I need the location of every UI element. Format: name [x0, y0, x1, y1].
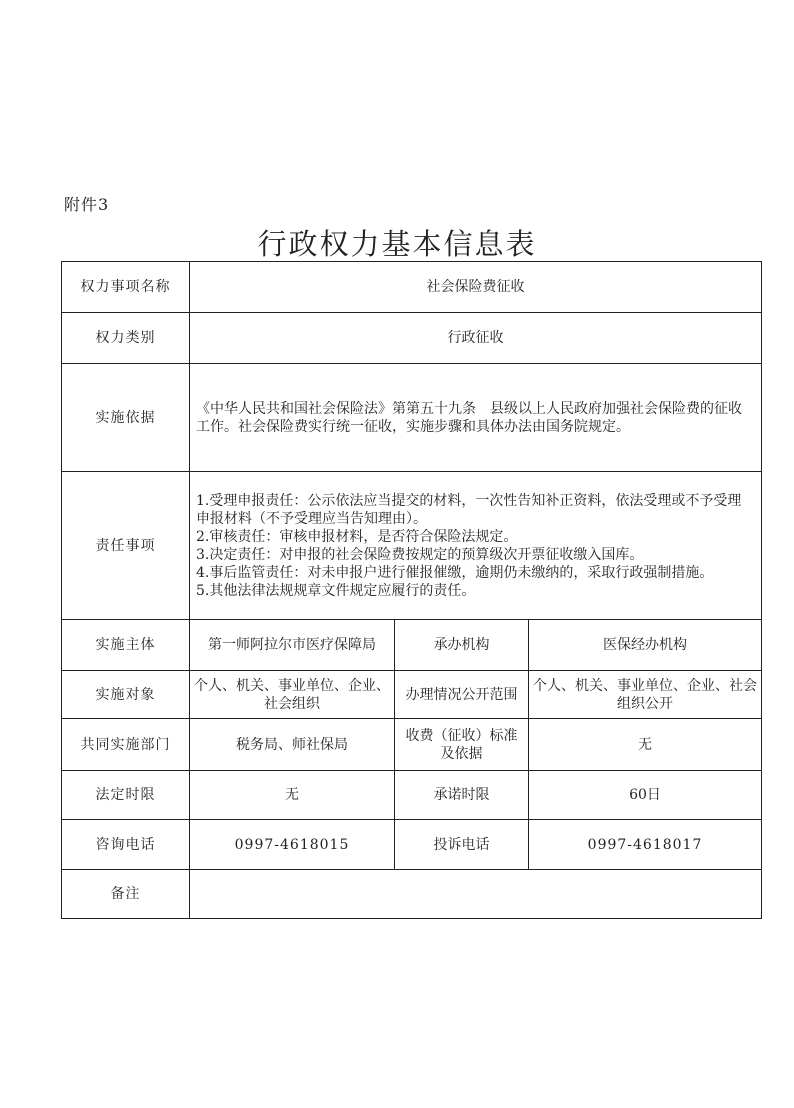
- table-row: [62, 671, 762, 719]
- promise-limit-value: 60日: [529, 771, 762, 820]
- duty-value: 1.受理申报责任：公示依法应当提交的材料，一次性告知补正资料，依法受理或不予受理申报材料（不予受理应当告知理由）。 2.审核责任：审核申报材料，是否符合保险法规定。 3.决定责任：对申报的社会保险费按规定的预算级次开票征收缴入国库。 4.事后监管责任：对未申报户进行催报催缴，逾期仍未缴纳的，采取行政强制措施。 5.其他法律法规规章文件规定应履行的责任。: [190, 472, 762, 620]
- complaint-phone: 0997-4618017: [529, 820, 762, 870]
- agency-label: 承办机构: [395, 620, 529, 671]
- name-label: 权力事项名称: [62, 262, 190, 313]
- target-label: 实施对象: [62, 671, 190, 719]
- table-row: [62, 870, 762, 919]
- promise-limit-label: 承诺时限: [395, 771, 529, 820]
- table-row: [62, 820, 762, 870]
- table-row: [62, 313, 762, 364]
- fee-label: 收费（征收）标准及依据: [395, 719, 529, 771]
- disclosure-label: 办理情况公开范围: [395, 671, 529, 719]
- table-row: [62, 719, 762, 771]
- category-value: 行政征收: [190, 313, 762, 364]
- fee-value: 无: [529, 719, 762, 771]
- table-row: [62, 771, 762, 820]
- remark-value: [190, 870, 762, 919]
- page-title: 行政权力基本信息表: [257, 227, 537, 261]
- consult-label: 咨询电话: [62, 820, 190, 870]
- table-row: [62, 262, 762, 313]
- joint-label: 共同实施部门: [62, 719, 190, 771]
- subject-label: 实施主体: [62, 620, 190, 671]
- duty-label: 责任事项: [62, 472, 190, 620]
- table-row: [62, 620, 762, 671]
- name-value: 社会保险费征收: [190, 262, 762, 313]
- basis-value: 《中华人民共和国社会保险法》第第五十九条 县级以上人民政府加强社会保险费的征收工作。社会保险费实行统一征收，实施步骤和具体办法由国务院规定。: [190, 364, 762, 472]
- legal-limit-label: 法定时限: [62, 771, 190, 820]
- remark-label: 备注: [62, 870, 190, 919]
- basis-label: 实施依据: [62, 364, 190, 472]
- category-label: 权力类别: [62, 313, 190, 364]
- consult-phone: 0997-4618015: [190, 820, 395, 870]
- joint-value: 税务局、师社保局: [190, 719, 395, 771]
- legal-limit-value: 无: [190, 771, 395, 820]
- subject-value: 第一师阿拉尔市医疗保障局: [190, 620, 395, 671]
- target-value: 个人、机关、事业单位、企业、社会组织: [190, 671, 395, 719]
- info-table: [61, 261, 762, 919]
- complaint-label: 投诉电话: [395, 820, 529, 870]
- attachment-label: 附件3: [64, 195, 110, 214]
- table-row: [62, 472, 762, 620]
- disclosure-value: 个人、机关、事业单位、企业、社会组织公开: [529, 671, 762, 719]
- table-row: [62, 364, 762, 472]
- agency-value: 医保经办机构: [529, 620, 762, 671]
